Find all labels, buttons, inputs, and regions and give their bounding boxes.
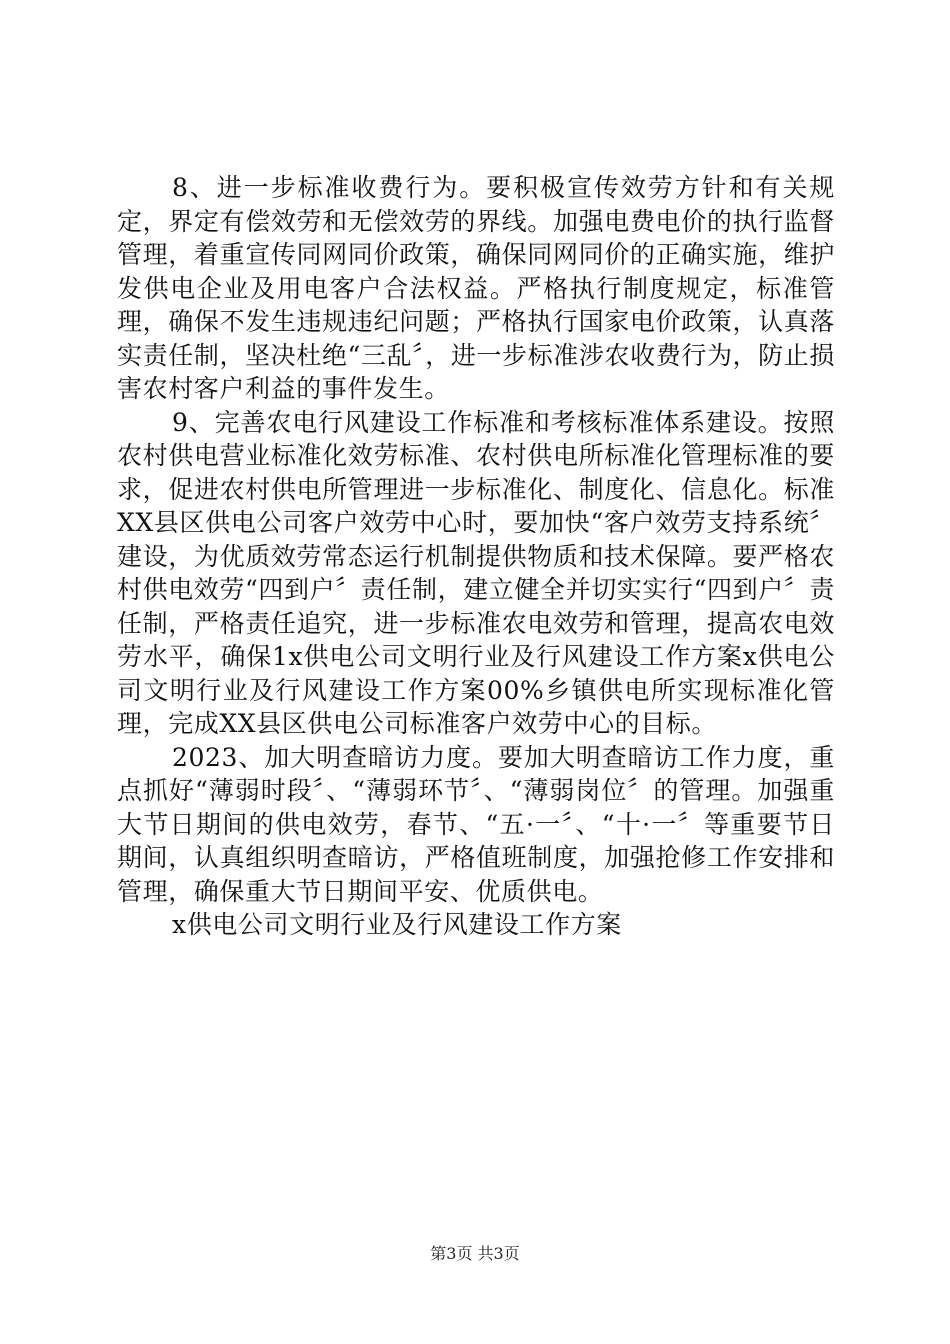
paragraph-standardize-fees: 8、进一步标准收费行为。要积极宣传效劳方针和有关规定，界定有偿效劳和无偿效劳的界线。加强电费电价的执行监督管理，着重宣传同网同价政策，确保同网同价的正确实施，维护发供电企业及用电客户合法权益。严格执行制度规定，标准管理，确保不发生违规违纪问题；严格执行国家电价政策，认真落实责任制，坚决杜绝“三乱〞，进一步标准涉农收费行为，防止损害农村客户利益的事件发生。	[117, 173, 835, 403]
paragraph-document-title-repeat: x供电公司文明行业及行风建设工作方案	[172, 910, 622, 939]
paragraph-inspection-visits: 2023、加大明查暗访力度。要加大明查暗访工作力度，重点抓好“薄弱时段〞、“薄弱环节〞、“薄弱岗位〞的管理。加强重大节日期间的供电效劳，春节、“五·一〞、“十·一〞等重要节日期间，认真组织明查暗访，严格值班制度，加强抢修工作安排和管理，确保重大节日期间平安、优质供电。	[117, 742, 835, 906]
page-footer: 第3页 共3页	[430, 1244, 520, 1263]
paragraph-rural-service-standards: 9、完善农电行风建设工作标准和考核标准体系建设。按照农村供电营业标准化效劳标准、农村供电所标准化管理标准的要求，促进农村供电所管理进一步标准化、制度化、信息化。标准XX县区供电公司客户效劳中心时，要加快“客户效劳支持系统〞建设，为优质效劳常态运行机制提供物质和技术保障。要严格农村供电效劳“四到户〞责任制，建立健全并切实实行“四到户〞责任制，严格责任追究，进一步标准农电效劳和管理，提高农电效劳水平，确保1x供电公司文明行业及行风建设工作方案x供电公司文明行业及行风建设工作方案00%乡镇供电所实现标准化管理，完成XX县区供电公司标准客户效劳中心的目标。	[117, 407, 835, 738]
document-body	[117, 171, 835, 942]
